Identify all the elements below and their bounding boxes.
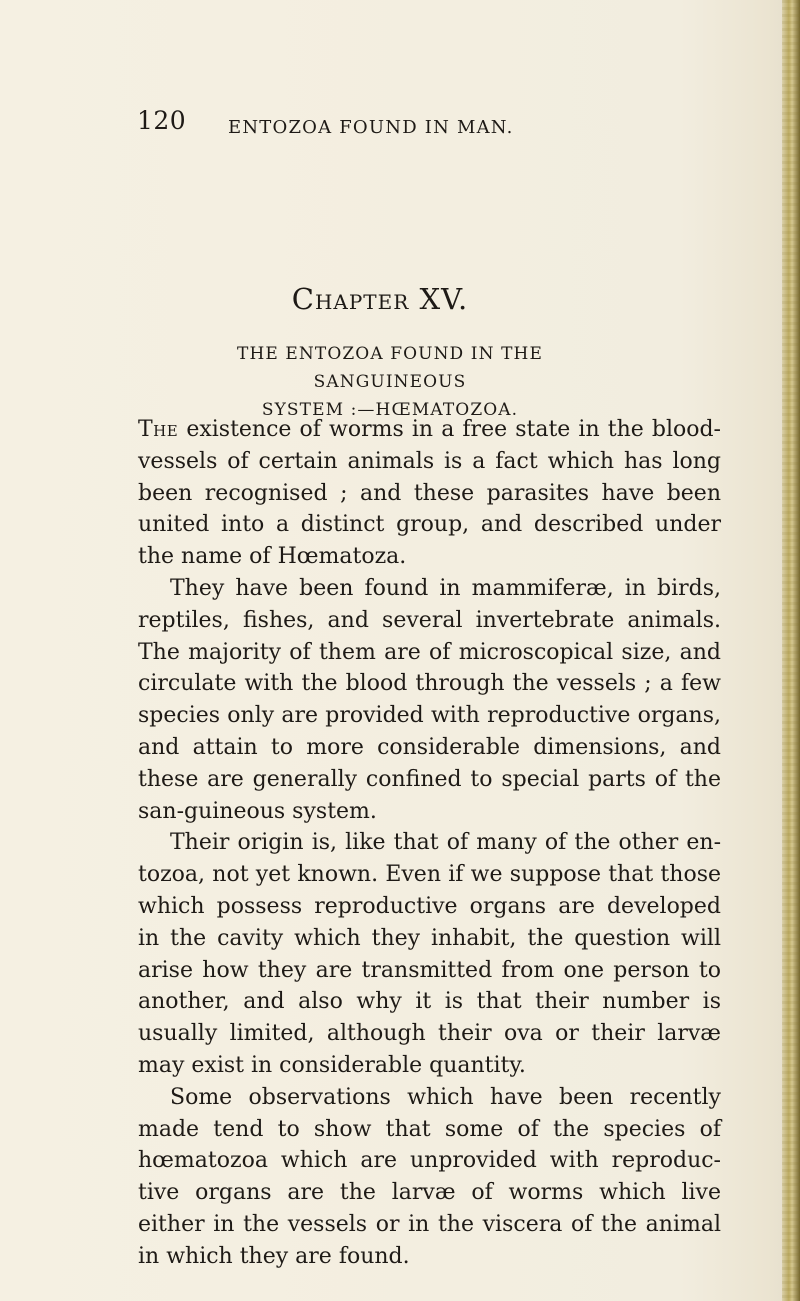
page-number: 120 [137, 106, 187, 135]
paragraph-1-lead-word: The [138, 417, 179, 442]
section-heading-line-1: THE ENTOZOA FOUND IN THE SANGUINEOUS [237, 344, 543, 392]
section-heading [200, 340, 580, 424]
paragraph-3: Their origin is, like that of many of the other en-tozoa, not yet known. Even if we suppose that those which possess reproductive organs are developed in the cavity which they inhabit, the question will arise how they are transmitted from one person to another, and also why it is that their number is usually limited, although their ova or their larvæ may exist in considerable quantity. [138, 830, 721, 1078]
page-header [0, 108, 800, 148]
running-head: ENTOZOA FOUND IN MAN. [228, 117, 514, 138]
chapter-title: Chapter XV. [291, 282, 469, 316]
paragraph-2: They have been found in mammiferæ, in birds, reptiles, fishes, and several invertebrate animals. The majority of them are of microscopical size, and circulate with the blood through the vessels ; a few species only are provided with reproductive organs, and attain to more considerable dimensions, and these are generally confined to special parts of the san-guineous system. [138, 575, 721, 824]
body-text [138, 414, 721, 1273]
page-edge [782, 0, 800, 1301]
paragraph-1-text: existence of worms in a free state in the blood-vessels of certain animals is a fact which has long been recognised ; and these parasites have been united into a distinct group, and described under the name of Hœmatoza. [138, 417, 721, 570]
paragraph-4: Some observations which have been recently made tend to show that some of the species of hœmatozoa which are unprovided with reproduc-tive organs are the larvæ of worms which live either in the vessels or in the viscera of the animal in which they are found. [138, 1084, 721, 1269]
section-heading-line-2: SYSTEM :—HŒMATOZOA. [261, 400, 519, 420]
paragraph-1 [138, 414, 721, 573]
